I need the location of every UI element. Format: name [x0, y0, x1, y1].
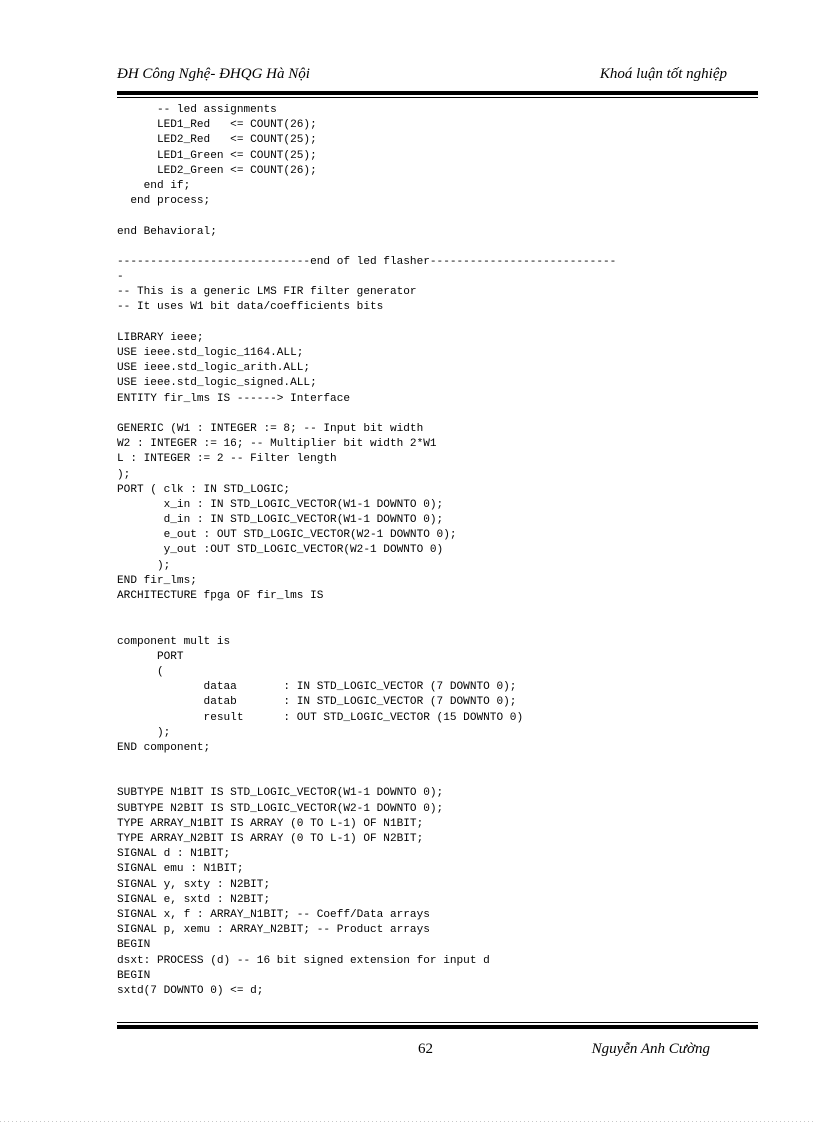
code-line: );	[117, 559, 171, 572]
code-line	[117, 771, 757, 786]
code-line: LED1_Red <= COUNT(26);	[117, 119, 317, 132]
code-line: TYPE ARRAY_N2BIT IS ARRAY (0 TO L-1) OF N2BIT;	[117, 833, 424, 845]
code-line: e_out : OUT STD_LOGIC_VECTOR(W2-1 DOWNTO 0);	[117, 529, 457, 542]
code-line: dsxt: PROCESS (d) -- 16 bit signed extension for input d	[117, 954, 490, 967]
code-line: x_in : IN STD_LOGIC_VECTOR(W1-1 DOWNTO 0);	[117, 498, 444, 511]
code-line: ENTITY fir_lms IS ------> Interface	[117, 392, 351, 405]
page-number: 62	[418, 1041, 433, 1057]
code-line: -----------------------------end of led flasher----------------------------	[117, 255, 617, 268]
code-line	[117, 756, 757, 771]
code-line: end if;	[117, 179, 191, 192]
header-rule-thick	[117, 91, 758, 95]
code-line: BEGIN	[117, 969, 151, 982]
code-line: PORT ( clk : IN STD_LOGIC;	[117, 483, 291, 496]
code-line	[117, 604, 757, 619]
footer-rule-thin	[117, 1022, 758, 1023]
code-line: SUBTYPE N2BIT IS STD_LOGIC_VECTOR(W2-1 DOWNTO 0);	[117, 802, 444, 815]
code-listing	[117, 103, 757, 999]
code-line: GENERIC (W1 : INTEGER := 8; -- Input bit width	[117, 422, 424, 435]
code-line: USE ieee.std_logic_1164.ALL;	[117, 347, 304, 359]
footer-author: Nguyễn Anh Cường	[591, 1041, 710, 1057]
page-header	[117, 66, 757, 88]
code-line: SIGNAL p, xemu : ARRAY_N2BIT; -- Product arrays	[117, 924, 430, 937]
code-line: ARCHITECTURE fpga OF fir_lms IS	[117, 590, 324, 602]
code-line	[117, 316, 757, 331]
code-line: USE ieee.std_logic_arith.ALL;	[117, 362, 311, 375]
code-line: dataa : IN STD_LOGIC_VECTOR (7 DOWNTO 0);	[117, 681, 517, 694]
code-line: LED2_Green <= COUNT(26);	[117, 164, 317, 177]
code-line: L : INTEGER := 2 -- Filter length	[117, 453, 337, 466]
code-line: end process;	[117, 195, 211, 208]
code-line: sxtd(7 DOWNTO 0) <= d;	[117, 984, 264, 997]
code-line: PORT	[117, 650, 184, 663]
code-line: USE ieee.std_logic_signed.ALL;	[117, 377, 317, 390]
code-line: LED1_Green <= COUNT(25);	[117, 149, 317, 162]
code-line: );	[117, 468, 131, 481]
code-line: y_out :OUT STD_LOGIC_VECTOR(W2-1 DOWNTO 0)	[117, 544, 444, 557]
header-institution: ĐH Công Nghệ- ĐHQG Hà Nội	[117, 66, 310, 82]
code-line: d_in : IN STD_LOGIC_VECTOR(W1-1 DOWNTO 0);	[117, 514, 444, 527]
code-line: SIGNAL e, sxtd : N2BIT;	[117, 893, 271, 906]
code-line: -- led assignments	[117, 104, 277, 116]
code-line: LED2_Red <= COUNT(25);	[117, 134, 317, 147]
code-line: W2 : INTEGER := 16; -- Multiplier bit width 2*W1	[117, 438, 437, 451]
code-line: SIGNAL y, sxty : N2BIT;	[117, 878, 271, 891]
code-line: datab : IN STD_LOGIC_VECTOR (7 DOWNTO 0);	[117, 696, 517, 709]
code-line: end Behavioral;	[117, 225, 217, 238]
code-line: -- This is a generic LMS FIR filter generator	[117, 286, 417, 299]
code-line: TYPE ARRAY_N1BIT IS ARRAY (0 TO L-1) OF N1BIT;	[117, 817, 424, 830]
code-line: );	[117, 726, 171, 739]
code-line: result : OUT STD_LOGIC_VECTOR (15 DOWNTO 0)	[117, 711, 524, 724]
code-line: -	[117, 271, 124, 284]
page-bottom-dotted-edge	[0, 1121, 816, 1122]
code-line: END fir_lms;	[117, 574, 197, 587]
code-line: SUBTYPE N1BIT IS STD_LOGIC_VECTOR(W1-1 DOWNTO 0);	[117, 787, 444, 800]
code-line: END component;	[117, 741, 211, 754]
code-line: (	[117, 665, 164, 678]
code-line: component mult is	[117, 635, 231, 648]
footer-rule-thick	[117, 1025, 758, 1029]
code-line	[117, 240, 757, 255]
code-line: LIBRARY ieee;	[117, 331, 204, 344]
code-line: SIGNAL d : N1BIT;	[117, 848, 231, 861]
code-line: SIGNAL emu : N1BIT;	[117, 863, 244, 876]
code-line	[117, 407, 757, 422]
code-line: SIGNAL x, f : ARRAY_N1BIT; -- Coeff/Data arrays	[117, 908, 430, 921]
code-line: BEGIN	[117, 939, 151, 952]
code-line	[117, 209, 757, 224]
header-thesis-title: Khoá luận tốt nghiệp	[599, 66, 727, 82]
code-line: -- It uses W1 bit data/coefficients bits	[117, 301, 384, 314]
code-line	[117, 619, 757, 634]
header-rule-thin	[117, 97, 758, 98]
